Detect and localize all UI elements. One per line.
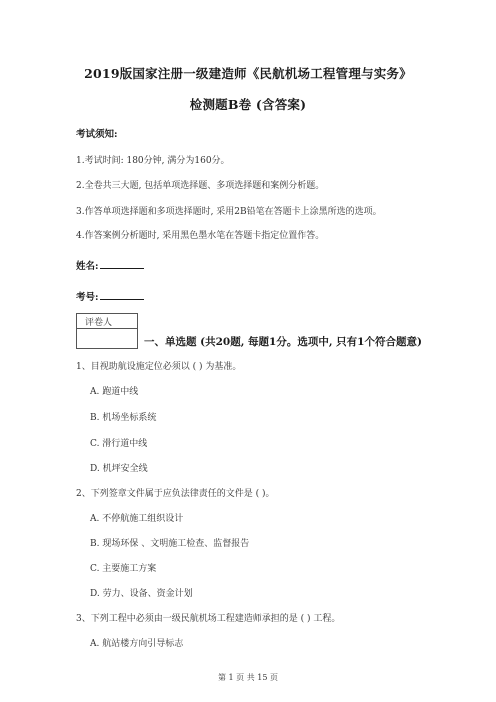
notice-heading: 考试须知: xyxy=(76,129,118,140)
notice-item: 1.考试时间: 180分钟, 满分为160分。 xyxy=(76,156,230,166)
id-field[interactable] xyxy=(76,289,144,303)
name-blank-line xyxy=(100,259,144,269)
question-option[interactable]: B. 现场环保 、文明施工检查、监督报告 xyxy=(90,539,250,549)
question-option[interactable]: C. 滑行道中线 xyxy=(90,439,148,449)
scorer-box-divider xyxy=(77,328,137,329)
section-heading: 一、单选题 (共20题, 每题1分。选项中, 只有1个符合题意) xyxy=(144,336,422,348)
question-option[interactable]: A. 跑道中线 xyxy=(90,387,139,397)
page-footer: 第 1 页 共 15 页 xyxy=(218,673,278,682)
notice-item: 3.作答单项选择题和多项选择题时, 采用2B铅笔在答题卡上涂黑所选的选项。 xyxy=(76,207,382,217)
notice-item: 2.全卷共三大题, 包括单项选择题、多项选择题和案例分析题。 xyxy=(76,181,325,191)
notice-item: 4.作答案例分析题时, 采用黑色墨水笔在答题卡指定位置作答。 xyxy=(76,231,325,241)
question-stem: 3、下列工程中必须由一级民航机场工程建造师承担的是 ( ) 工程。 xyxy=(76,614,341,624)
document-subtitle: 检测题B卷 (含答案) xyxy=(189,97,307,112)
scorer-box xyxy=(76,313,138,349)
question-option[interactable]: C. 主要施工方案 xyxy=(90,564,157,574)
scorer-label: 评卷人 xyxy=(85,318,113,328)
document-title: 2019版国家注册一级建造师《民航机场工程管理与实务》 xyxy=(84,66,412,81)
question-option[interactable]: D. 劳力、设备、资金计划 xyxy=(90,589,193,599)
question-option[interactable]: A. 航站楼方向引导标志 xyxy=(90,639,184,649)
id-label: 考号: xyxy=(76,292,99,303)
id-blank-line xyxy=(100,290,144,300)
question-option[interactable]: B. 机场坐标系统 xyxy=(90,413,157,423)
question-option[interactable]: D. 机坪安全线 xyxy=(90,464,148,474)
question-stem: 1、目视助航设施定位必须以 ( ) 为基准。 xyxy=(76,362,242,372)
name-label: 姓名: xyxy=(76,261,99,272)
question-option[interactable]: A. 不停航施工组织设计 xyxy=(90,514,184,524)
name-field[interactable] xyxy=(76,258,144,272)
question-stem: 2、下列签章文件属于应负法律责任的文件是 ( )。 xyxy=(76,489,275,499)
